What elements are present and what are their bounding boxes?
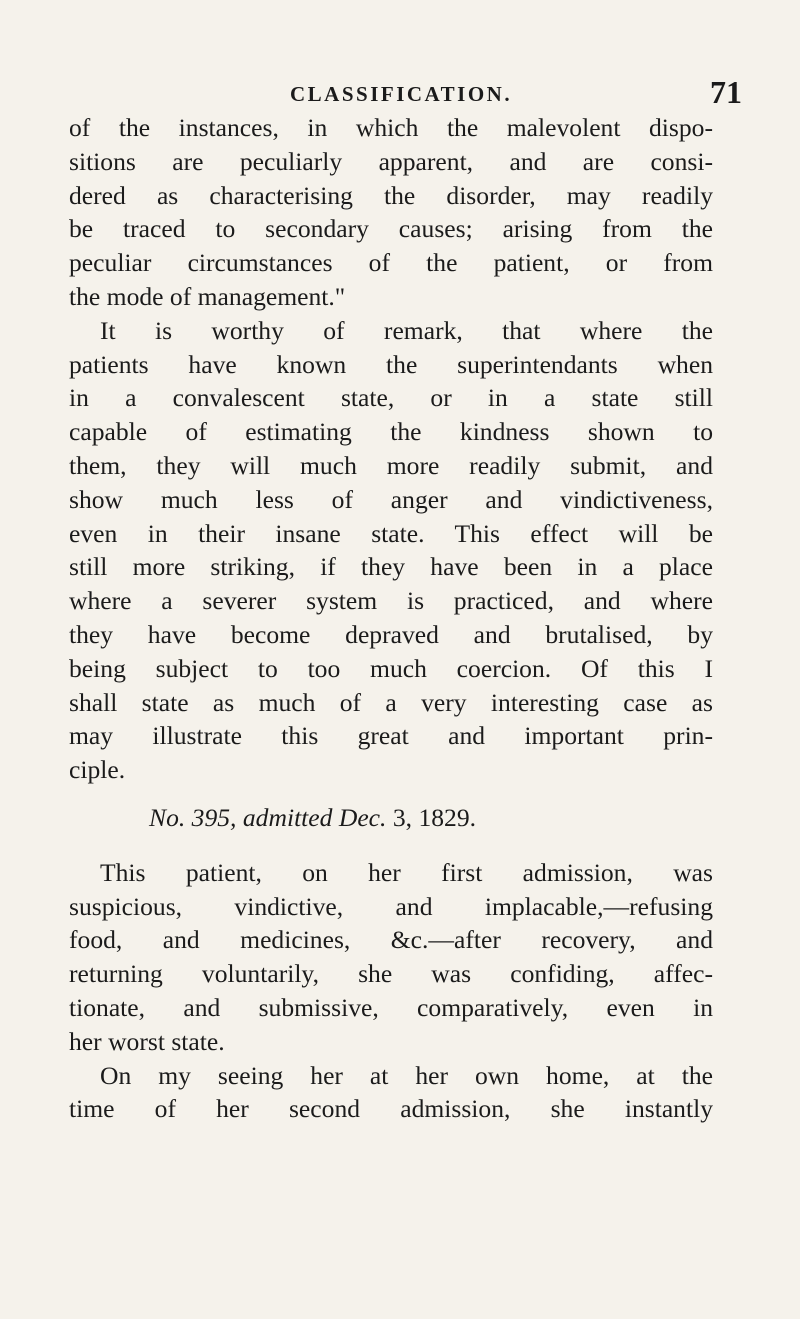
text-line: ciple. (69, 755, 126, 785)
text-line: peculiar circumstances of the patient, or from (69, 248, 713, 278)
case-heading (69, 801, 713, 835)
paragraph-2 (69, 314, 713, 787)
text-line: show much less of anger and vindictiveness, (69, 484, 713, 514)
text-line: shall state as much of a very interesting case as (69, 687, 713, 717)
text-line: where a severer system is practiced, and where (69, 586, 713, 616)
text-line: them, they will much more readily submit, and (69, 450, 713, 480)
text-line: even in their insane state. This effect will be (69, 518, 713, 548)
text-line: patients have known the superintendants when (69, 349, 713, 379)
text-line: the mode of management." (69, 281, 346, 311)
paragraph-3 (69, 856, 713, 1059)
text-line: returning voluntarily, she was confiding, affec- (69, 959, 713, 989)
text-line: sitions are peculiarly apparent, and are consi- (69, 146, 713, 176)
case-admitted-label: admitted Dec. (242, 802, 387, 832)
running-head (0, 74, 800, 114)
text-line: It is worthy of remark, that where the (100, 315, 713, 345)
text-line: of the instances, in which the malevolent dispo- (69, 113, 713, 142)
text-line: may illustrate this great and important prin- (69, 721, 713, 751)
text-line: dered as characterising the disorder, may readily (69, 180, 713, 210)
text-line: being subject to too much coercion. Of this I (69, 653, 713, 683)
text-line: suspicious, vindictive, and implacable,—refusing (69, 891, 713, 921)
paragraph-1 (69, 111, 713, 314)
text-line: still more striking, if they have been in a place (69, 552, 713, 582)
body-text (69, 111, 713, 1126)
paragraph-4 (69, 1059, 713, 1127)
text-line: food, and medicines, &c.—after recovery, and (69, 925, 713, 955)
running-title: CLASSIFICATION. (290, 82, 513, 106)
case-date: 3, 1829. (392, 802, 477, 832)
text-line: in a convalescent state, or in a state still (69, 383, 713, 413)
text-line: be traced to secondary causes; arising from the (69, 214, 713, 244)
text-line: This patient, on her first admission, was (100, 857, 713, 887)
text-line: tionate, and submissive, comparatively, even in (69, 992, 713, 1022)
text-line: her worst state. (69, 1026, 225, 1056)
text-line: time of her second admission, she instantly (69, 1094, 713, 1124)
case-number: No. 395, (149, 802, 237, 832)
page-number: 71 (710, 74, 742, 110)
text-line: capable of estimating the kindness shown to (69, 417, 713, 447)
text-line: they have become depraved and brutalised, by (69, 619, 713, 649)
text-line: On my seeing her at her own home, at the (100, 1060, 713, 1090)
